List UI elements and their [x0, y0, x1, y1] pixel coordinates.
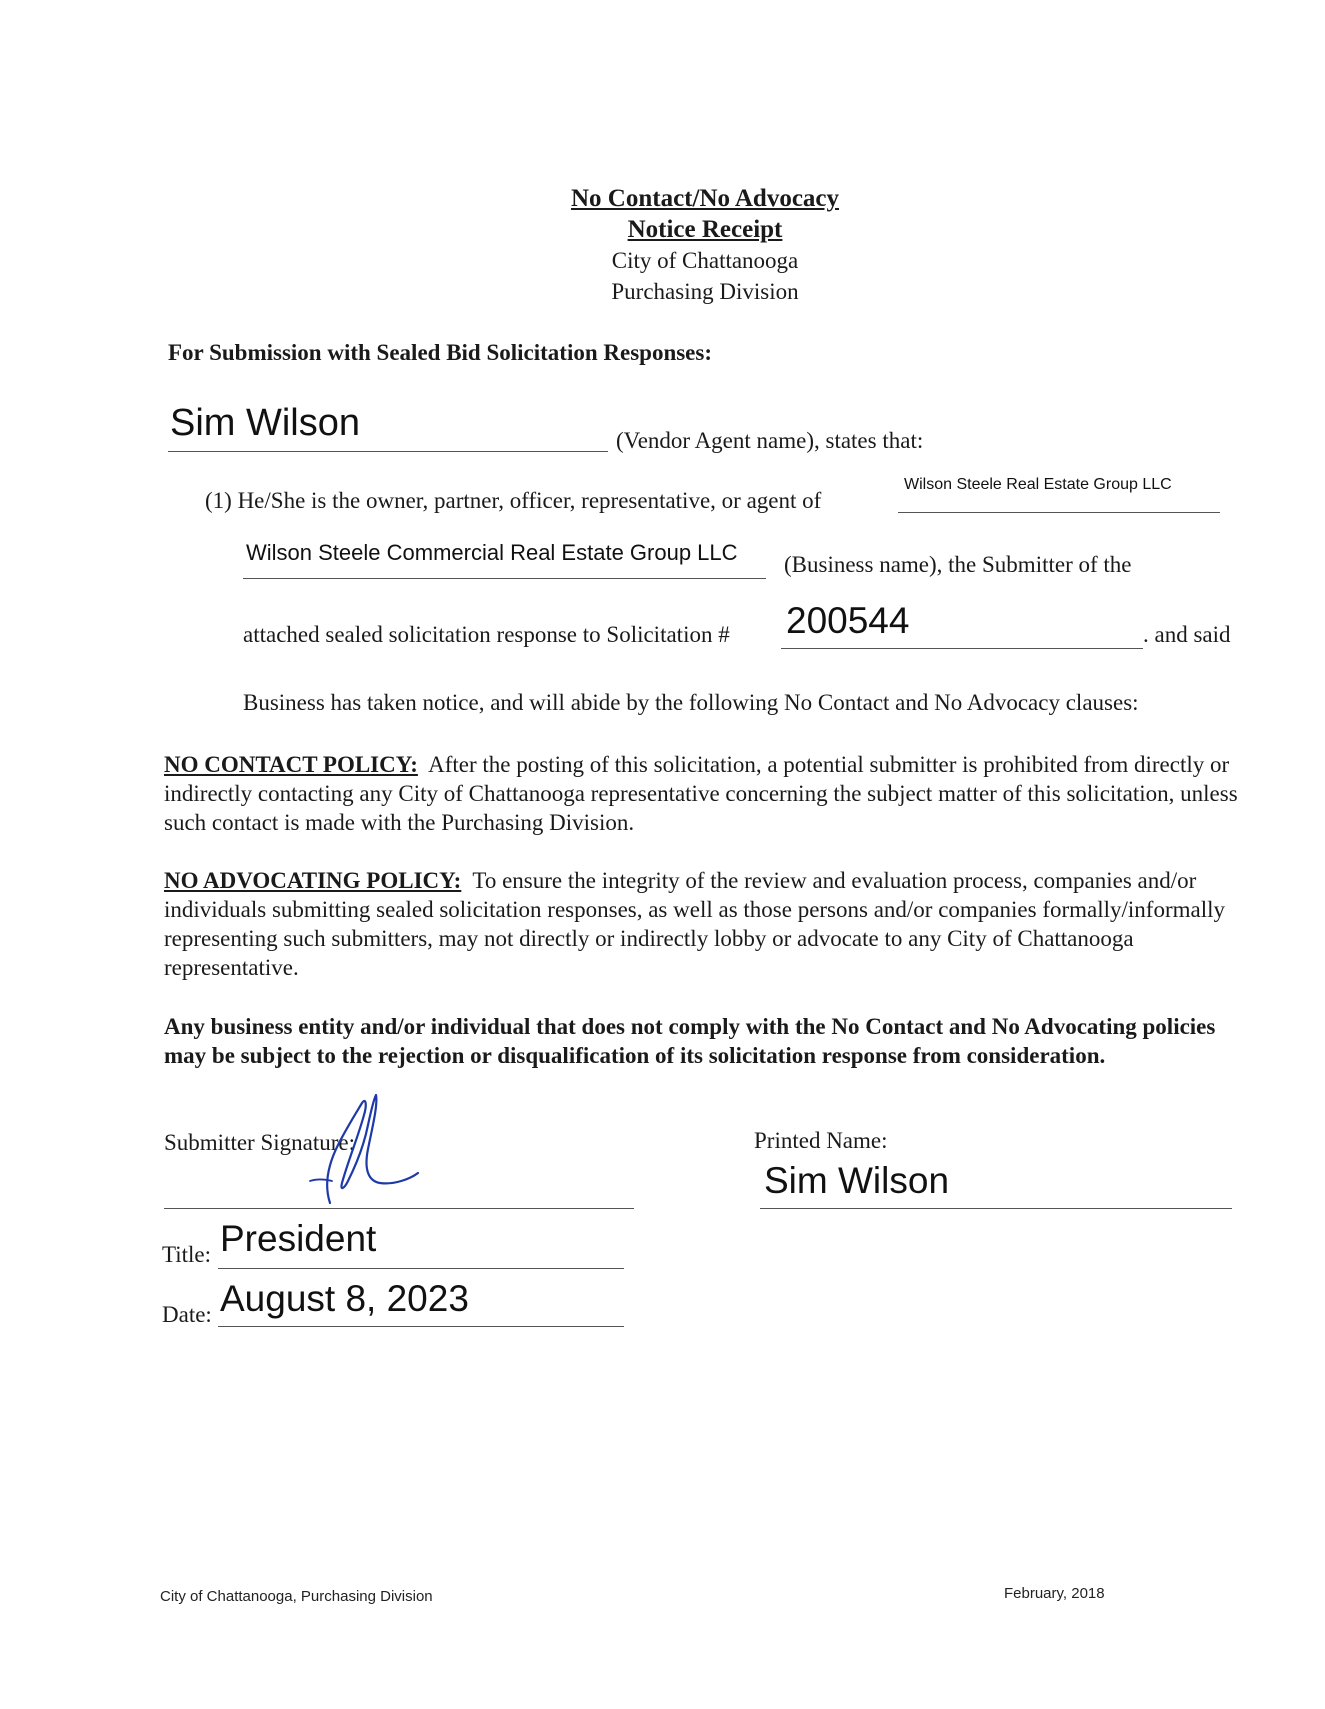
title-label: Title: [162, 1242, 212, 1267]
date-value[interactable]: August 8, 2023 [220, 1278, 469, 1319]
vendor-agent-label: (Vendor Agent name), states that: [616, 428, 924, 453]
vendor-agent-underline [168, 451, 608, 452]
no-contact-text: After the posting of this solicitation, a potential submitter is prohibited from directly or indirectly contacting any City of Chattanooga representative concerning the subject matter of this solicitation, unless such contact is made with the Purchasing Division. [164, 752, 1238, 835]
solicitation-underline [781, 648, 1143, 649]
business-name-label: (Business name), the Submitter of the [784, 552, 1132, 577]
no-advocating-policy [164, 866, 1244, 982]
printed-name-value[interactable]: Sim Wilson [764, 1160, 950, 1201]
signature-label: Submitter Signature: [164, 1130, 356, 1155]
no-contact-policy [164, 750, 1244, 837]
no-advocating-label: NO ADVOCATING POLICY: [164, 868, 462, 893]
org-name: City of Chattanooga [611, 248, 799, 273]
footer-right: February, 2018 [1004, 1585, 1105, 1602]
printed-name-underline [760, 1208, 1232, 1209]
title-underline [218, 1268, 624, 1269]
clause1-prefix: (1) He/She is the owner, partner, officer, representative, or agent of [205, 488, 822, 513]
title-line-2: Notice Receipt [627, 216, 783, 243]
vendor-agent-value[interactable]: Sim Wilson [170, 402, 361, 444]
date-label: Date: [162, 1302, 212, 1327]
solicitation-number[interactable]: 200544 [786, 600, 910, 641]
solicitation-prefix: attached sealed solicitation response to Solicitation # [243, 622, 730, 647]
business-name-value[interactable]: Wilson Steele Commercial Real Estate Group LLC [246, 540, 738, 565]
title-line-1: No Contact/No Advocacy [570, 185, 840, 212]
solicitation-suffix: . and said [1143, 622, 1231, 647]
signature-mark [272, 1085, 432, 1215]
notice-text: Business has taken notice, and will abide by the following No Contact and No Advocacy clauses: [243, 690, 1139, 715]
date-underline [218, 1326, 624, 1327]
compliance-warning: Any business entity and/or individual that does not comply with the No Contact and No Advocating policies may be subject to the rejection or disqualification of its solicitation response from consideration. [164, 1014, 1216, 1068]
division-name: Purchasing Division [611, 279, 799, 304]
signature-underline [164, 1208, 634, 1209]
document-header [0, 183, 1325, 307]
business-name-underline [243, 578, 766, 579]
agent-of-value[interactable]: Wilson Steele Real Estate Group LLC [904, 476, 1172, 493]
footer-left: City of Chattanooga, Purchasing Division [160, 1588, 433, 1605]
printed-name-label: Printed Name: [754, 1128, 888, 1153]
agent-of-underline [898, 512, 1220, 513]
title-value[interactable]: President [220, 1218, 377, 1259]
no-contact-label: NO CONTACT POLICY: [164, 752, 418, 777]
no-advocating-text: To ensure the integrity of the review and evaluation process, companies and/or individuals submitting sealed solicitation responses, as well as those persons and/or companies formally/informally representing such submitters, may not directly or indirectly lobby or advocate to any City of Chattanooga representative. [164, 868, 1225, 980]
submission-heading: For Submission with Sealed Bid Solicitation Responses: [168, 340, 713, 365]
